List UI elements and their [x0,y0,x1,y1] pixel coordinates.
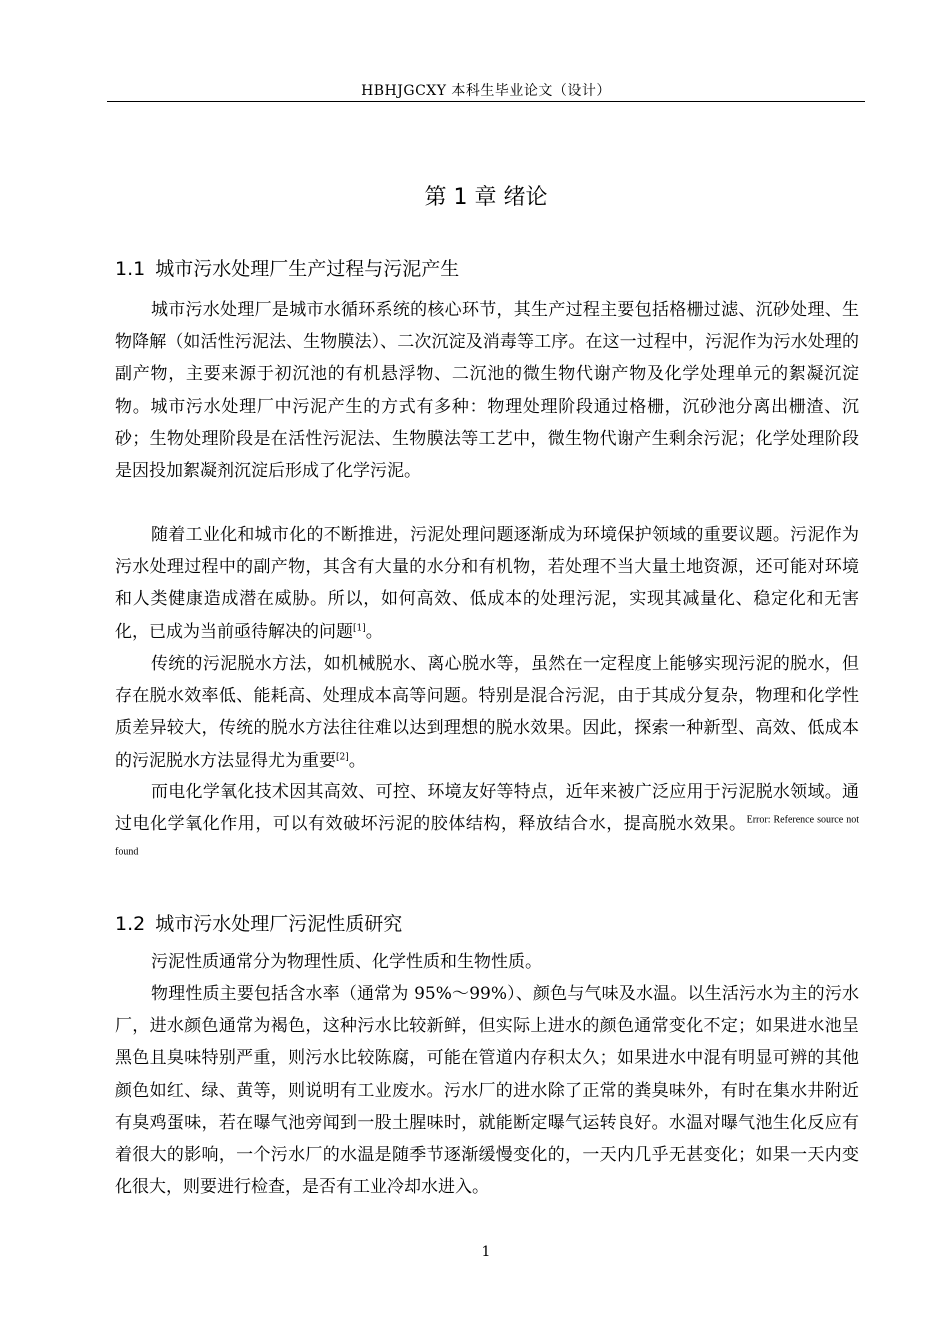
paragraph-text: 随着工业化和城市化的不断推进，污泥处理问题逐渐成为环境保护领域的重要议题。污泥作为污水处理过程中的副产物，其含有大量的水分和有机物，若处理不当大量土地资源，还可能对环境和人类健康造成潜在威胁。所以，如何高效、低成本的处理污泥，实现其减量化、稳定化和无害化，已成为当前亟待解决的问题 [115,525,859,642]
section-title: 城市污水处理厂生产过程与污泥产生 [155,258,460,280]
reference-error: Error: Reference source not found [115,814,860,858]
paragraph-tail: 。 [365,621,383,642]
paragraph [115,978,859,1203]
paragraph [115,519,859,648]
paragraph [115,294,859,487]
section-title: 城市污水处理厂污泥性质研究 [155,913,403,935]
header-rule [107,101,865,102]
paragraph [115,776,859,873]
chapter-title: 第 1 章 绪论 [424,185,548,210]
paragraph-text: 城市污水处理厂是城市水循环系统的核心环节，其生产过程主要包括格栅过滤、沉砂处理、生物降解（如活性污泥法、生物膜法）、二次沉淀及消毒等工序。在这一过程中，污泥作为污水处理的副产物，主要来源于初沉池的有机悬浮物、二沉池的微生物代谢产物及化学处理单元的絮凝沉淀物。城市污水处理厂中污泥产生的方式有多种：物理处理阶段通过格栅，沉砂池分离出栅渣、沉砂；生物处理阶段是在活性污泥法、生物膜法等工艺中，微生物代谢产生剩余污泥；化学处理阶段是因投加絮凝剂沉淀后形成了化学污泥。 [115,300,859,482]
section-number: 1.2 [115,913,146,935]
section-number: 1.1 [115,258,146,280]
page-number: 1 [481,1244,491,1260]
section-heading-1-2 [115,909,402,936]
paragraph-tail: 。 [348,750,366,771]
paragraph [115,946,859,978]
citation[interactable]: [1] [353,622,366,633]
section-heading-1-1 [115,254,459,281]
paragraph [115,648,859,777]
paragraph-text: 污泥性质通常分为物理性质、化学性质和生物性质。 [151,952,542,972]
page-header: HBHJGCXY 本科生毕业论文（设计） [361,83,611,99]
paragraph-text: 物理性质主要包括含水率（通常为 95%～99%）、颜色与气味及水温。以生活污水为主的污水厂，进水颜色通常为褐色，这种污水比较新鲜，但实际上进水的颜色通常变化不定；如果进水池呈黑色且臭味特别严重，则污水比较陈腐，可能在管道内存积太久；如果进水中混有明显可辨的其他颜色如红、绿、黄等，则说明有工业废水。污水厂的进水除了正常的粪臭味外，有时在集水井附近有臭鸡蛋味，若在曝气池旁闻到一股土腥味时，就能断定曝气运转良好。水温对曝气池生化反应有着很大的影响，一个污水厂的水温是随季节逐渐缓慢变化的，一天内几乎无甚变化；如果一天内变化很大，则要进行检查，是否有工业冷却水进入。 [115,984,859,1198]
citation[interactable]: [2] [336,751,349,762]
paragraph-text: 传统的污泥脱水方法，如机械脱水、离心脱水等，虽然在一定程度上能够实现污泥的脱水，但存在脱水效率低、能耗高、处理成本高等问题。特别是混合污泥，由于其成分复杂，物理和化学性质差异较大，传统的脱水方法往往难以达到理想的脱水效果。因此，探索一种新型、高效、低成本的污泥脱水方法显得尤为重要 [115,654,859,771]
paragraph-text: 而电化学氧化技术因其高效、可控、环境友好等特点，近年来被广泛应用于污泥脱水领域。通过电化学氧化作用，可以有效破坏污泥的胶体结构，释放结合水，提高脱水效果。 [115,782,859,835]
